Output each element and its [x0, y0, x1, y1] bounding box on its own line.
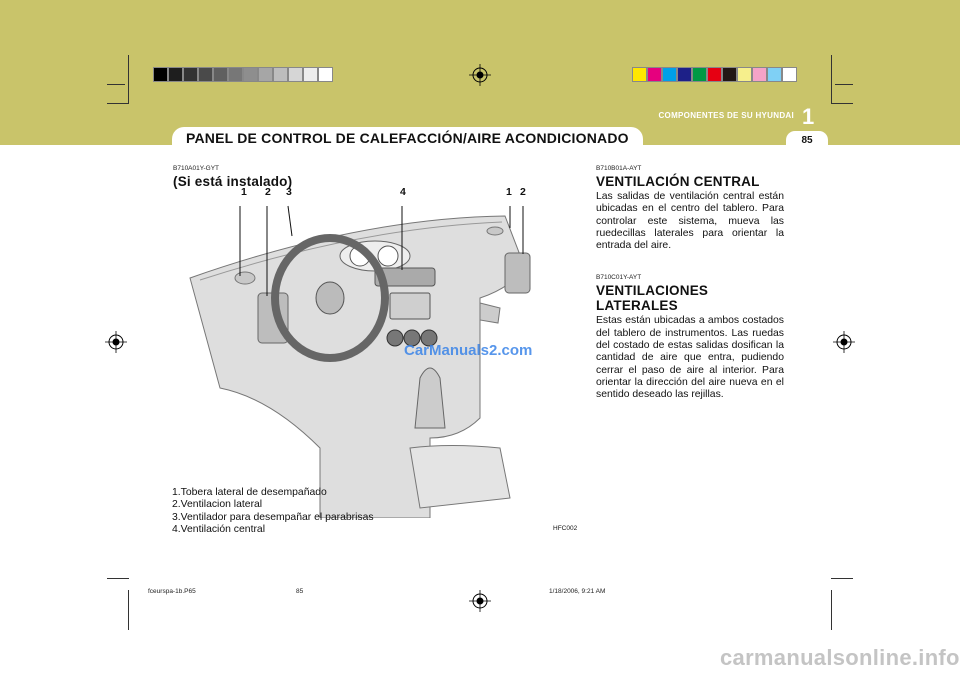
footer-page: 85 — [296, 588, 304, 595]
crop-mark — [831, 55, 832, 103]
section-body: Estas están ubicadas a ambos costados del tablero de instrumentos. Las ruedas del costado de estas salidas dosifican la cantidad de aire que entra, pudiendo cerrar el paso de aire al interior. Para orientar la dirección del aire nueva en el sentido deseado las rejillas. — [596, 315, 784, 401]
callout-number: 1 — [506, 186, 512, 198]
color-swatch — [662, 67, 677, 82]
callout-number: 3 — [286, 186, 292, 198]
crop-mark — [128, 590, 129, 630]
crop-mark — [107, 84, 125, 85]
page-number: 85 — [786, 131, 828, 149]
callout-number: 4 — [400, 186, 406, 198]
color-swatch — [258, 67, 273, 82]
color-swatch — [677, 67, 692, 82]
crop-mark — [835, 84, 853, 85]
crop-mark — [107, 578, 129, 579]
section-code: B710C01Y-AYT — [596, 274, 642, 282]
footer-date: 1/18/2006, 9:21 AM — [549, 588, 606, 595]
color-swatch — [273, 67, 288, 82]
crop-mark — [107, 103, 129, 104]
section-heading: VENTILACIÓN CENTRAL — [596, 174, 760, 189]
section-heading: VENTILACIONES LATERALES — [596, 283, 709, 314]
crop-mark — [831, 578, 853, 579]
figure-captions — [172, 487, 374, 536]
footer-file: fceurspa-1b.P65 — [148, 588, 196, 595]
watermark-text: CarManuals2.com — [404, 342, 533, 359]
section-code: B710B01A-AYT — [596, 165, 642, 172]
color-swatch — [692, 67, 707, 82]
section-lateral — [596, 274, 784, 401]
figure-code: HFC002 — [553, 525, 578, 532]
color-swatch — [243, 67, 258, 82]
crop-mark — [128, 55, 129, 103]
color-swatch — [228, 67, 243, 82]
caption-item: 1.Tobera lateral de desempañado — [172, 487, 327, 498]
color-swatch — [303, 67, 318, 82]
color-swatch — [737, 67, 752, 82]
registration-mark-icon — [105, 331, 127, 353]
color-swatch — [722, 67, 737, 82]
color-swatch — [632, 67, 647, 82]
callout-number: 1 — [241, 186, 247, 198]
section-body: Las salidas de ventilación central están ubicadas en el centro del tablero. Para controlar este sistema, mueva las ruedecillas laterales para orientar la entrada del aire. — [596, 191, 784, 252]
color-swatch — [288, 67, 303, 82]
intro-block — [173, 165, 292, 189]
chapter-number: 1 — [802, 104, 815, 129]
registration-mark-icon — [833, 331, 855, 353]
chapter-label: COMPONENTES DE SU HYUNDAI — [658, 111, 794, 120]
color-swatch — [213, 67, 228, 82]
process-color-bar — [632, 67, 797, 82]
text-column — [596, 165, 784, 402]
color-swatch — [647, 67, 662, 82]
color-swatch — [318, 67, 333, 82]
section-code: B710A01Y-GYT — [173, 165, 220, 172]
color-swatch — [183, 67, 198, 82]
callout-number: 2 — [265, 186, 271, 198]
caption-item: 2.Ventilacion lateral — [172, 499, 263, 511]
color-swatch — [752, 67, 767, 82]
section-title: PANEL DE CONTROL DE CALEFACCIÓN/AIRE ACONDICIONADO — [172, 127, 643, 149]
callout-number: 2 — [520, 186, 526, 198]
site-watermark: carmanualsonline.info — [720, 645, 960, 670]
crop-mark — [831, 590, 832, 630]
caption-item: 4.Ventilación central — [172, 523, 265, 535]
color-swatch — [707, 67, 722, 82]
subtitle: (Si está instalado) — [173, 174, 293, 189]
registration-mark-icon — [469, 590, 491, 612]
crop-mark — [831, 103, 853, 104]
registration-mark-icon — [469, 64, 491, 86]
color-swatch — [782, 67, 797, 82]
grayscale-color-bar — [153, 67, 333, 82]
color-swatch — [767, 67, 782, 82]
caption-item: 3.Ventilador para desempañar el parabrisas — [172, 511, 374, 523]
section-central — [596, 165, 784, 252]
color-swatch — [198, 67, 213, 82]
color-swatch — [153, 67, 168, 82]
color-swatch — [168, 67, 183, 82]
